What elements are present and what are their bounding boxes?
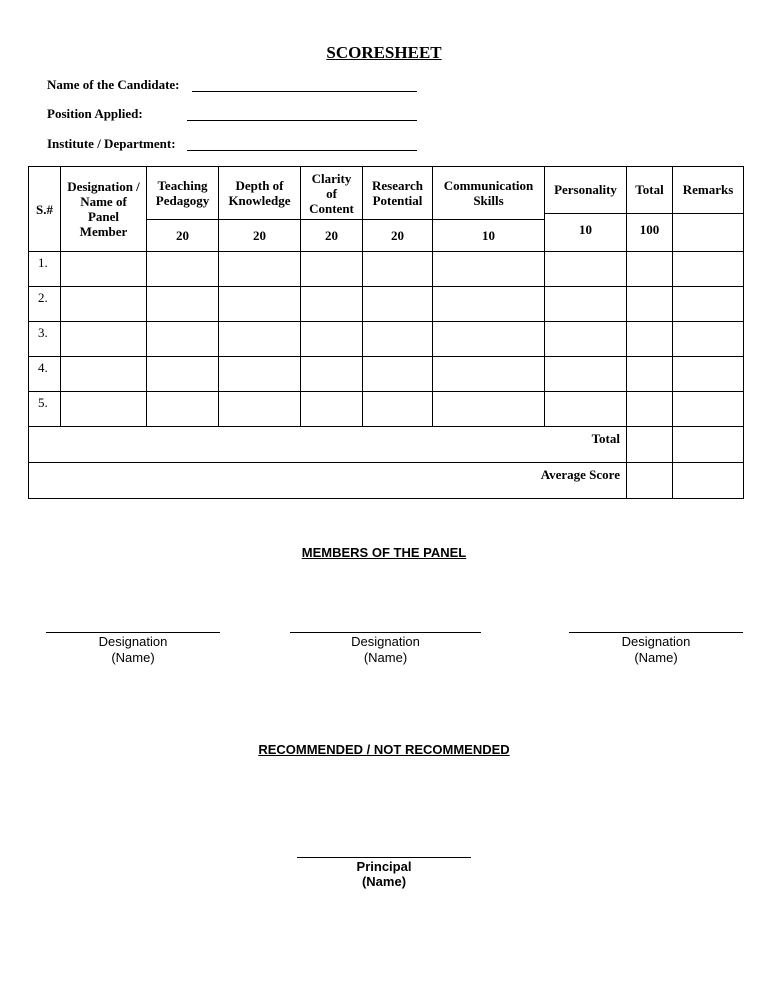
total-remarks-cell[interactable] <box>673 427 744 463</box>
col-header-personality: Personality <box>554 182 617 197</box>
row-number: 2. <box>29 287 61 322</box>
score-cell[interactable] <box>147 322 219 357</box>
score-cell[interactable] <box>363 322 433 357</box>
signature-line[interactable] <box>297 857 471 858</box>
col-header-personality-weight <box>545 167 627 252</box>
average-row <box>29 463 744 499</box>
table-row <box>29 357 744 392</box>
score-cell[interactable] <box>147 392 219 427</box>
weight-remarks-empty <box>673 213 743 245</box>
score-cell[interactable] <box>627 287 673 322</box>
page-title: SCORESHEET <box>326 43 442 62</box>
score-cell[interactable] <box>61 357 147 392</box>
member-name: (Name) <box>111 650 155 665</box>
weight-teaching: 20 <box>147 220 219 252</box>
table-row <box>29 392 744 427</box>
total-label: Total <box>29 427 627 463</box>
principal-title: Principal <box>356 859 412 874</box>
score-cell[interactable] <box>627 252 673 287</box>
col-header-remarks: Remarks <box>682 182 734 197</box>
weight-total: 100 <box>627 213 672 245</box>
col-header-research: Research Potential <box>363 167 433 220</box>
score-cell[interactable] <box>545 357 627 392</box>
col-header-depth: Depth of Knowledge <box>219 167 301 220</box>
score-cell[interactable] <box>301 252 363 287</box>
row-number: 3. <box>29 322 61 357</box>
signature-line[interactable] <box>290 632 481 633</box>
score-cell[interactable] <box>545 392 627 427</box>
panel-member-signature-3 <box>569 632 743 666</box>
score-cell[interactable] <box>301 287 363 322</box>
signature-line[interactable] <box>46 632 220 633</box>
col-header-sn: S.# <box>29 167 61 252</box>
score-cell[interactable] <box>673 252 744 287</box>
member-name: (Name) <box>634 650 678 665</box>
position-applied-label: Position Applied: <box>47 106 143 121</box>
member-designation: Designation <box>351 634 420 649</box>
score-cell[interactable] <box>147 357 219 392</box>
score-cell[interactable] <box>627 392 673 427</box>
header-row <box>29 167 744 220</box>
weight-communication: 10 <box>433 220 545 252</box>
recommendation-heading: RECOMMENDED / NOT RECOMMENDED <box>258 742 510 757</box>
institute-department-input-line[interactable] <box>187 136 417 151</box>
row-number: 5. <box>29 392 61 427</box>
signature-line[interactable] <box>569 632 743 633</box>
principal-signature <box>297 857 471 889</box>
total-row <box>29 427 744 463</box>
score-cell[interactable] <box>219 252 301 287</box>
score-cell[interactable] <box>301 322 363 357</box>
score-cell[interactable] <box>219 287 301 322</box>
score-cell[interactable] <box>627 357 673 392</box>
score-cell[interactable] <box>301 392 363 427</box>
score-cell[interactable] <box>61 252 147 287</box>
col-header-communication: Communication Skills <box>433 167 545 220</box>
score-cell[interactable] <box>219 357 301 392</box>
candidate-name-field <box>47 77 180 93</box>
score-cell[interactable] <box>219 322 301 357</box>
weight-personality: 10 <box>545 213 626 245</box>
score-cell[interactable] <box>673 392 744 427</box>
table-row <box>29 322 744 357</box>
score-cell[interactable] <box>61 287 147 322</box>
score-cell[interactable] <box>673 322 744 357</box>
candidate-name-input-line[interactable] <box>192 77 417 92</box>
score-cell[interactable] <box>61 392 147 427</box>
score-cell[interactable] <box>219 392 301 427</box>
weight-clarity: 20 <box>301 220 363 252</box>
score-cell[interactable] <box>433 357 545 392</box>
score-cell[interactable] <box>433 322 545 357</box>
score-cell[interactable] <box>61 322 147 357</box>
score-cell[interactable] <box>433 287 545 322</box>
position-applied-field <box>47 106 143 122</box>
col-header-remarks-weight <box>673 167 744 252</box>
average-remarks-cell[interactable] <box>673 463 744 499</box>
score-cell[interactable] <box>545 252 627 287</box>
col-header-teaching: Teaching Pedagogy <box>147 167 219 220</box>
panel-heading: MEMBERS OF THE PANEL <box>301 545 467 560</box>
score-cell[interactable] <box>545 322 627 357</box>
average-label: Average Score <box>29 463 627 499</box>
col-header-clarity: Clarity of Content <box>301 167 363 220</box>
position-applied-input-line[interactable] <box>187 106 417 121</box>
institute-department-label: Institute / Department: <box>47 136 176 151</box>
score-cell[interactable] <box>433 252 545 287</box>
panel-member-signature-2 <box>290 632 481 666</box>
score-cell[interactable] <box>545 287 627 322</box>
score-cell[interactable] <box>433 392 545 427</box>
panel-member-signature-1 <box>46 632 220 666</box>
total-cell[interactable] <box>627 427 673 463</box>
member-designation: Designation <box>621 634 691 649</box>
member-designation: Designation <box>98 634 168 649</box>
row-number: 1. <box>29 252 61 287</box>
institute-department-field <box>47 136 176 152</box>
score-cell[interactable] <box>627 322 673 357</box>
weight-depth: 20 <box>219 220 301 252</box>
score-cell[interactable] <box>301 357 363 392</box>
score-cell[interactable] <box>147 287 219 322</box>
score-cell[interactable] <box>147 252 219 287</box>
weight-research: 20 <box>363 220 433 252</box>
col-header-designation: Designation / Name of Panel Member <box>61 167 147 252</box>
average-cell[interactable] <box>627 463 673 499</box>
principal-name: (Name) <box>361 874 407 889</box>
score-cell[interactable] <box>673 287 744 322</box>
score-cell[interactable] <box>363 392 433 427</box>
score-table <box>28 166 744 499</box>
score-cell[interactable] <box>363 357 433 392</box>
score-cell[interactable] <box>363 287 433 322</box>
candidate-name-label: Name of the Candidate: <box>47 77 180 92</box>
score-cell[interactable] <box>363 252 433 287</box>
table-row <box>29 252 744 287</box>
score-cell[interactable] <box>673 357 744 392</box>
row-number: 4. <box>29 357 61 392</box>
member-name: (Name) <box>363 650 408 665</box>
col-header-total-weight <box>627 167 673 252</box>
table-row <box>29 287 744 322</box>
col-header-total: Total <box>635 182 664 197</box>
